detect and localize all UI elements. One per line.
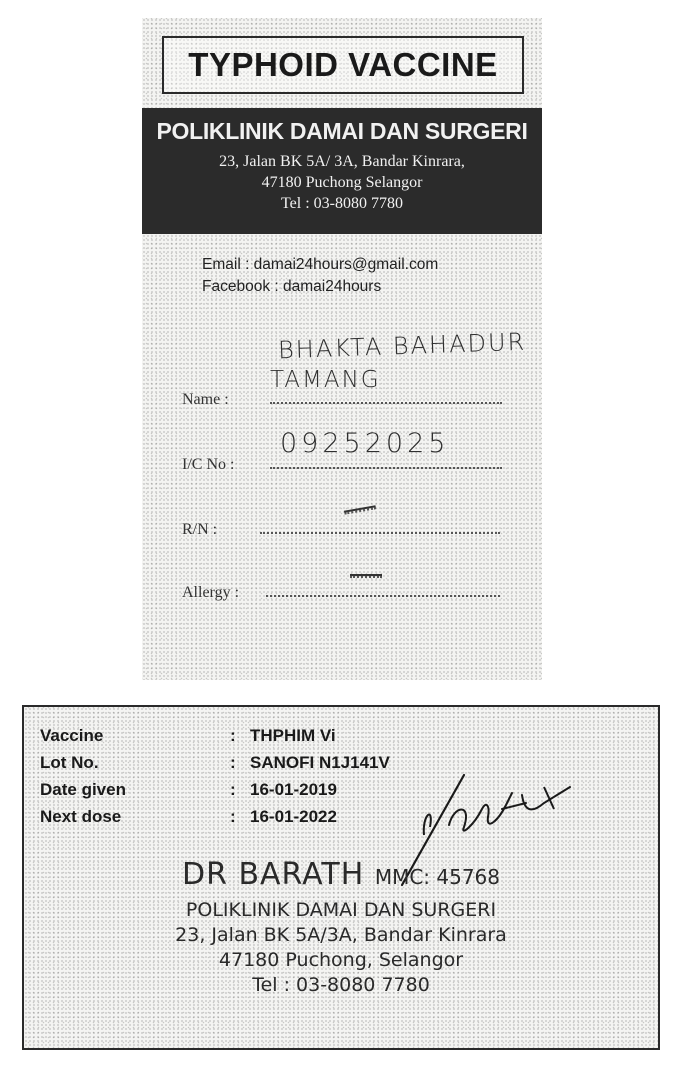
card-title: TYPHOID VACCINE bbox=[162, 36, 524, 94]
stamp-address-line2: 47180 Puchong, Selangor bbox=[218, 949, 464, 971]
ic-dotted-line bbox=[270, 467, 502, 469]
doctor-mmc: MMC: 45768 bbox=[374, 865, 501, 889]
lot-value: SANOFI N1J141V bbox=[250, 753, 390, 772]
ic-handwritten-value: 09252025 bbox=[280, 428, 450, 459]
stamp-tel: Tel : 03-8080 7780 bbox=[252, 974, 430, 996]
rn-dash-mark bbox=[344, 505, 376, 514]
clinic-address-line1: 23, Jalan BK 5A/ 3A, Bandar Kinrara, bbox=[219, 153, 465, 170]
date-given-label: Date given bbox=[40, 780, 126, 799]
clinic-banner bbox=[142, 108, 542, 234]
next-dose-value: 16-01-2022 bbox=[250, 807, 337, 826]
clinic-email: Email : damai24hours@gmail.com bbox=[202, 256, 439, 273]
rn-label: R/N : bbox=[182, 521, 218, 538]
vaccine-label: Vaccine bbox=[40, 726, 104, 745]
next-dose-colon: : bbox=[230, 807, 236, 826]
stamp-clinic-name: POLIKLINIK DAMAI DAN SURGERI bbox=[185, 899, 497, 921]
allergy-dotted-line bbox=[266, 595, 500, 597]
name-handwritten-line2: TAMANG bbox=[270, 367, 381, 393]
lot-label: Lot No. bbox=[40, 753, 99, 772]
vaccine-value: THPHIM Vi bbox=[250, 726, 336, 745]
next-dose-label: Next dose bbox=[40, 807, 122, 826]
clinic-name: POLIKLINIK DAMAI DAN SURGERI bbox=[156, 118, 528, 144]
date-given-colon: : bbox=[230, 780, 236, 799]
vaccine-colon: : bbox=[230, 726, 236, 745]
vaccine-card bbox=[142, 18, 542, 680]
doctor-name: DR BARATH bbox=[181, 857, 365, 892]
name-handwritten-line1: BHAKTA BAHADUR bbox=[277, 327, 527, 365]
doctor-name-line bbox=[24, 857, 658, 892]
allergy-dash-mark bbox=[350, 574, 382, 578]
vaccination-stamp bbox=[22, 705, 660, 1050]
clinic-address-line2: 47180 Puchong Selangor bbox=[261, 174, 423, 191]
ic-label: I/C No : bbox=[182, 456, 235, 473]
name-dotted-line bbox=[270, 402, 502, 404]
clinic-facebook: Facebook : damai24hours bbox=[202, 278, 382, 295]
stamp-address-line1: 23, Jalan BK 5A/3A, Bandar Kinrara bbox=[175, 924, 507, 946]
date-given-value: 16-01-2019 bbox=[250, 780, 337, 799]
rn-dotted-line bbox=[260, 532, 500, 534]
allergy-label: Allergy : bbox=[182, 584, 240, 601]
lot-colon: : bbox=[230, 753, 236, 772]
clinic-tel: Tel : 03-8080 7780 bbox=[281, 195, 403, 212]
name-label: Name : bbox=[182, 391, 229, 408]
